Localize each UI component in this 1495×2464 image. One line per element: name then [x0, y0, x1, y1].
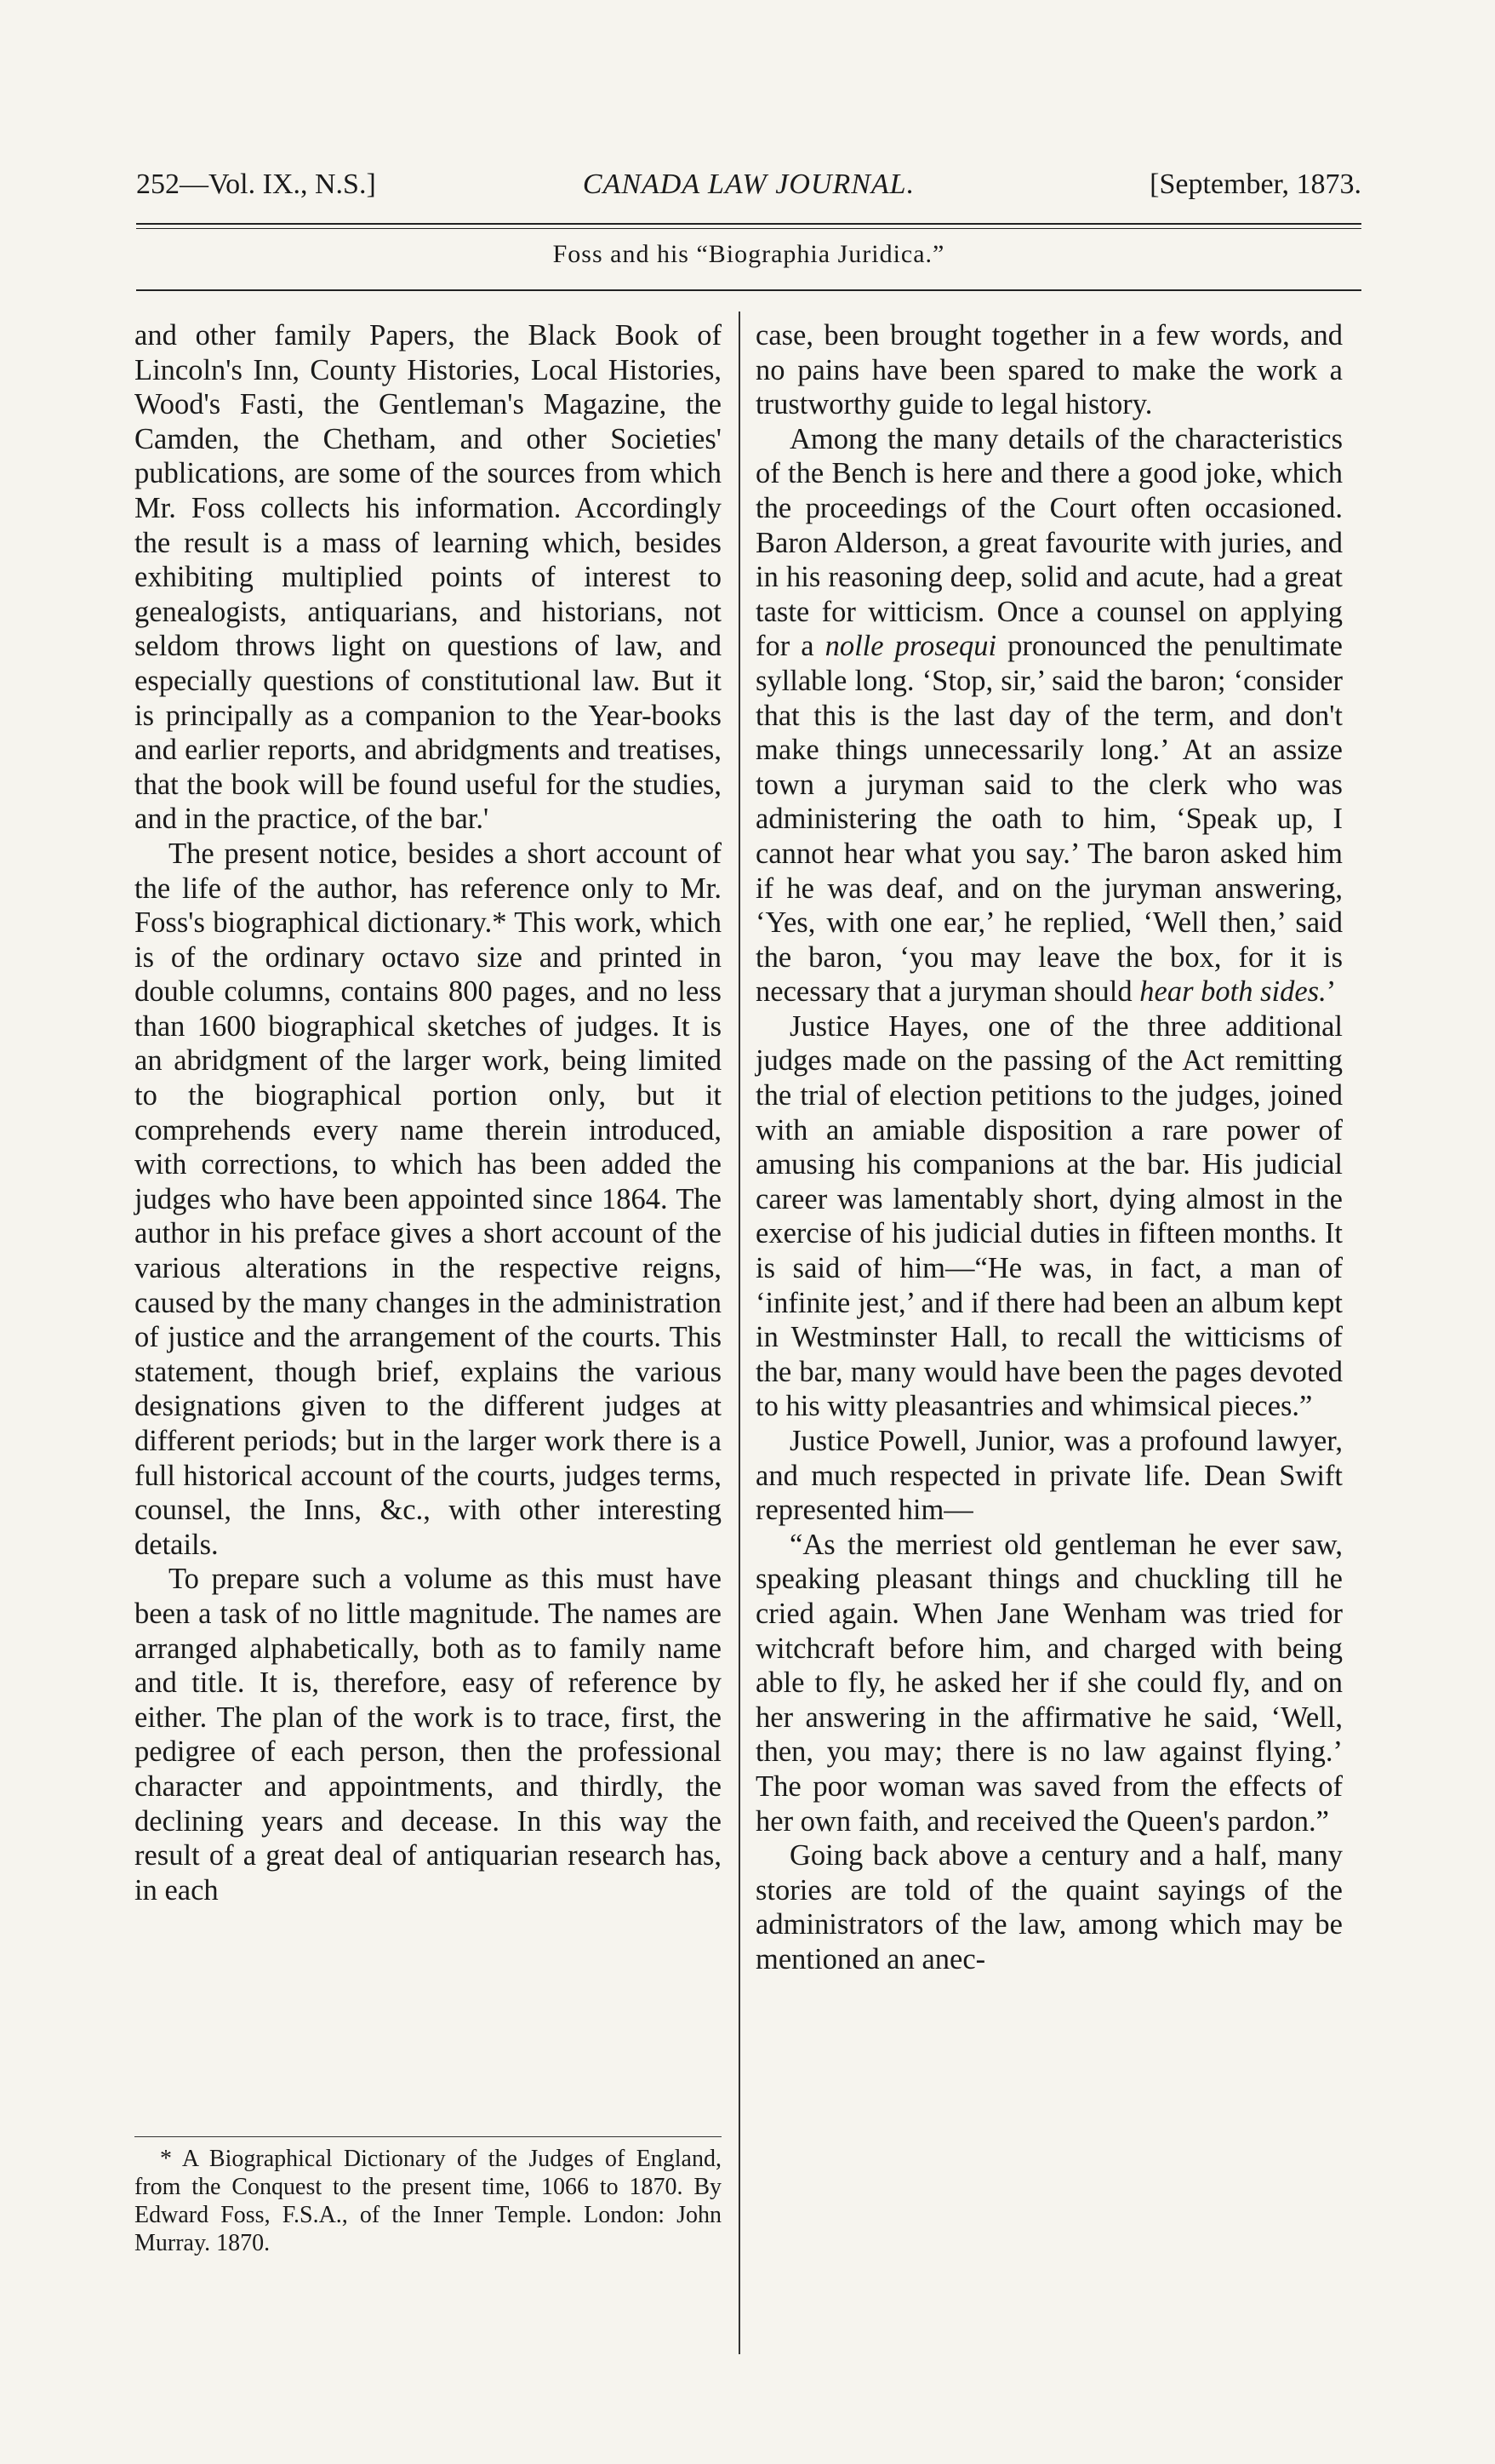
quotation: “As the merriest old gentleman he ever saw, speaking pleasant things and chuckling till he cried again. When Jane Wenham was tried for witchcraft before him, and charged with being able to fly, he asked her if she could fly, and on her answering in the affirmative he said, ‘Well, then, you may; there is no law against flying.’ The poor woman was saved from the effects of her own faith, and received the Queen's pardon.”	[756, 1528, 1343, 1838]
title-rule	[136, 289, 1361, 291]
left-column	[134, 318, 722, 1907]
page-header	[136, 169, 1361, 220]
issue-date: [September, 1873.	[1150, 169, 1361, 200]
header-rule	[136, 223, 1361, 225]
paragraph: Justice Powell, Junior, was a profound lawyer, and much respected in private life. Dean Swift represented him—	[756, 1425, 1343, 1527]
right-column	[756, 318, 1343, 1977]
column-divider	[739, 312, 740, 2354]
paragraph: Justice Hayes, one of the three additional judges made on the passing of the Act remitting the trial of election petitions to the judges, joined with an amiable disposition a rare power of amusing his companions at the bar. His judicial career was lamentably short, dying almost in the exercise of his judicial duties in fifteen months. It is said of him—“He was, in fact, a man of ‘infinite jest,’ and if there had been an album kept in Westminster Hall, to recall the witticisms of the bar, many would have been the pages devoted to his witty pleasantries and whimsical pieces.”	[756, 1009, 1343, 1423]
italic-phrase: nolle prosequi	[825, 630, 997, 663]
journal-title: CANADA LAW JOURNAL.	[582, 169, 916, 200]
footnote-rule	[134, 2136, 722, 2137]
paragraph: and other family Papers, the Black Book of Lincoln's Inn, County Histories, Local Histories, Wood's Fasti, the Gentleman's Magazine, the Camden, the Chetham, and other Societies' publications, are some of the sources from which Mr. Foss collects his information. Accordingly the result is a mass of learning which, besides exhibiting multiplied points of interest to genealogists, antiquarians, and historians, not seldom throws light on questions of law, and especially questions of constitutional law. But it is principally as a companion to the Year-books and earlier reports, and abridgments and treatises, that the book will be found useful for the studies, and in the practice, of the bar.'	[134, 319, 722, 836]
paragraph: The present notice, besides a short account of the life of the author, has reference only to Mr. Foss's biographical dictionary.* This work, which is of the ordinary octavo size and printed in double columns, contains 800 pages, and no less than 1600 biographical sketches of judges. It is an abridgment of the larger work, being limited to the biographical portion only, but it comprehends every name therein introduced, with corrections, to which has been added the judges who have been appointed since 1864. The author in his preface gives a short account of the various alterations in the respective reigns, caused by the many changes in the administration of justice and the arrangement of the courts. This statement, though brief, explains the various designations given to the different judges at different periods; but in the larger work there is a full historical account of the courts, judges terms, counsel, the Inns, &c., with other interesting details.	[134, 837, 722, 1561]
paragraph: Going back above a century and a half, many stories are told of the quaint sayings of the administrators of the law, among which may be mentioned an anec-	[756, 1839, 1343, 1975]
paragraph	[756, 422, 1343, 1009]
footnote	[134, 2145, 722, 2257]
footnote-text: * A Biographical Dictionary of the Judges of England, from the Conquest to the present time, 1066 to 1870. By Edward Foss, F.S.A., of the Inner Temple. London: John Murray. 1870.	[134, 2146, 722, 2256]
paragraph: case, been brought together in a few words, and no pains have been spared to make the work a trustworthy guide to legal history.	[756, 319, 1343, 421]
header-rule-thin	[136, 228, 1361, 229]
text-run: ’	[1326, 975, 1337, 1009]
italic-phrase: hear both sides.	[1139, 975, 1327, 1009]
paragraph: To prepare such a volume as this must have been a task of no little magnitude. The names are arranged alphabetically, both as to family name and title. It is, therefore, easy of reference by either. The plan of the work is to trace, first, the pedigree of each person, then the professional character and appointments, and thirdly, the declining years and decease. In this way the result of a great deal of antiquarian research has, in each	[134, 1563, 722, 1907]
text-run: Among the many details of the characteristics of the Bench is here and there a good joke, which the proceedings of the Court often occasioned. Baron Alderson, a great favourite with juries, and in his reasoning deep, solid and acute, had a great taste for witticism. Once a counsel on applying for a	[756, 422, 1343, 663]
text-run: pronounced the penultimate syllable long. ‘Stop, sir,’ said the baron; ‘consider that this is the last day of the term, and don't make things unnecessarily long.’ At an assize town a juryman said to the clerk who was administering the oath to him, ‘Speak up, I cannot hear what you say.’ The baron asked him if he was deaf, and on the juryman answering, ‘Yes, with one ear,’ he replied, ‘Well then,’ said the baron, ‘you may leave the box, for it is necessary that a juryman should	[756, 630, 1343, 1009]
running-title: Foss and his “Biographia Juridica.”	[552, 240, 945, 268]
page-number-volume: 252—Vol. IX., N.S.]	[136, 169, 376, 200]
